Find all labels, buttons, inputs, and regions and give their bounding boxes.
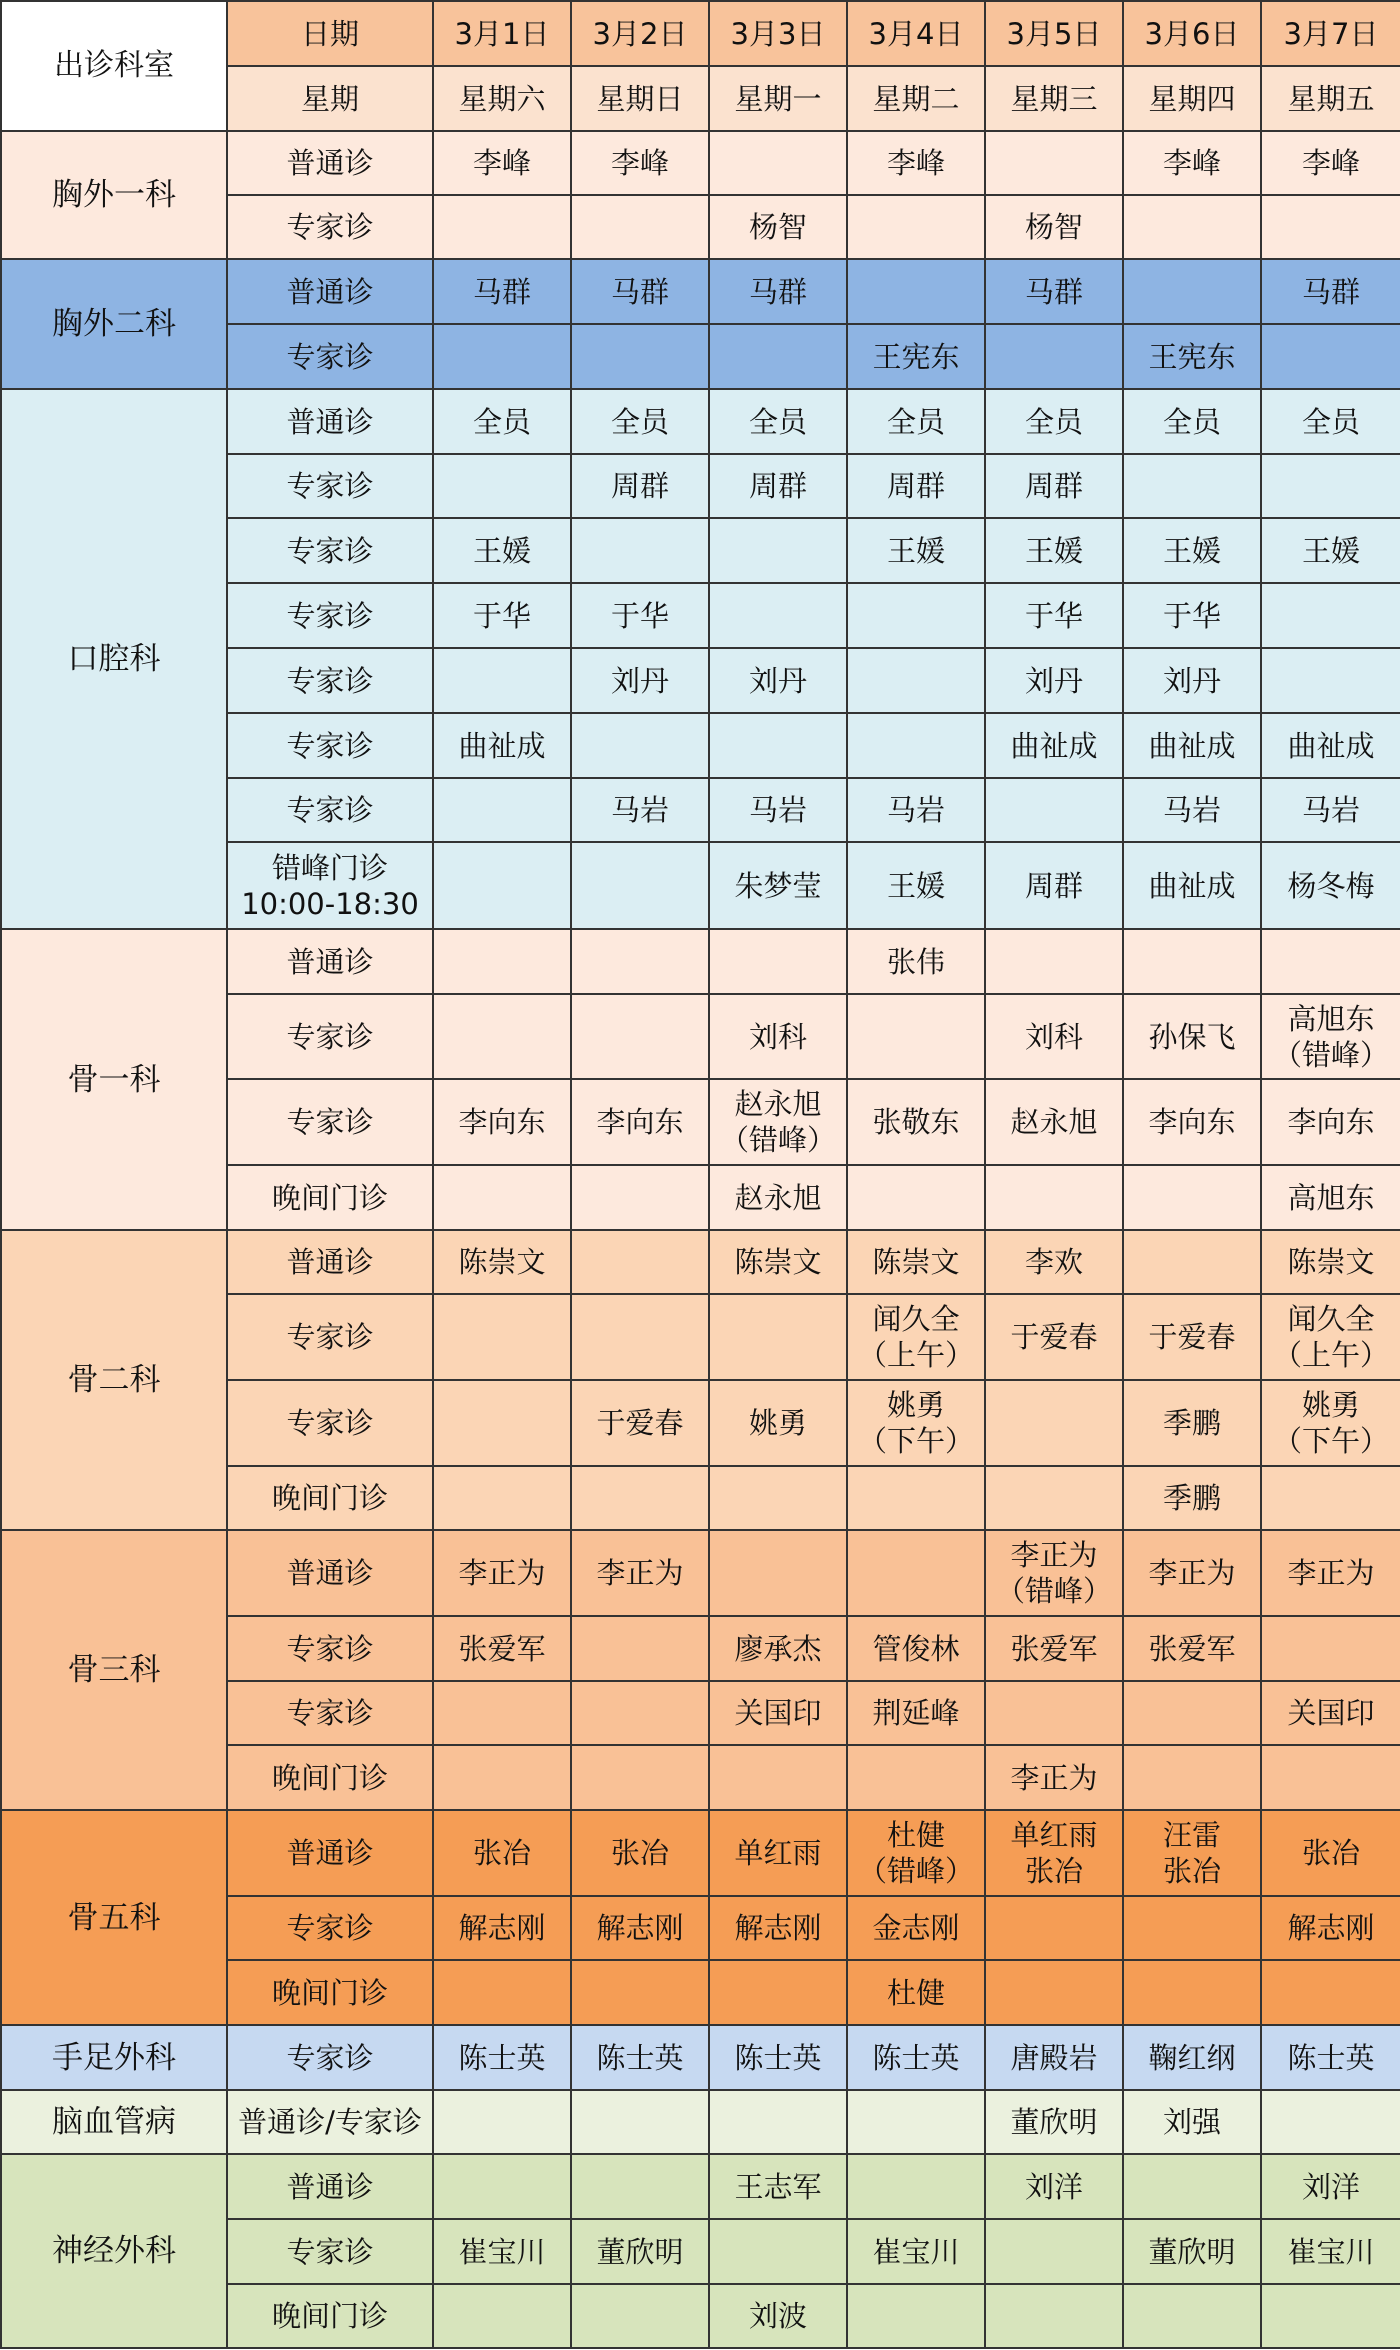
- doctor-cell: [1123, 2154, 1261, 2219]
- doctor-cell: [1123, 2284, 1261, 2348]
- doctor-cell: [847, 648, 985, 713]
- clinic-type: 普通诊: [227, 259, 433, 324]
- doctor-cell: 张爱军: [433, 1616, 571, 1681]
- weekday-header: 星期二: [847, 66, 985, 131]
- doctor-cell: [571, 929, 709, 994]
- doctor-cell: [1261, 1745, 1400, 1810]
- doctor-cell: 曲祉成: [1123, 713, 1261, 778]
- schedule-body: [1, 1, 1400, 2348]
- department-name: 神经外科: [1, 2154, 227, 2348]
- doctor-cell: [847, 583, 985, 648]
- weekday-header: 星期五: [1261, 66, 1400, 131]
- doctor-cell: 于爱春: [571, 1380, 709, 1466]
- clinic-type: 专家诊: [227, 1896, 433, 1960]
- doctor-cell: 曲祉成: [985, 713, 1123, 778]
- doctor-cell: 曲祉成: [1261, 713, 1400, 778]
- department-name: 胸外一科: [1, 131, 227, 259]
- doctor-cell: 陈崇文: [709, 1230, 847, 1294]
- doctor-cell: 张伟: [847, 929, 985, 994]
- clinic-type: 专家诊: [227, 2219, 433, 2284]
- doctor-cell: 刘丹: [1123, 648, 1261, 713]
- doctor-cell: 张爱军: [1123, 1616, 1261, 1681]
- doctor-cell: 周群: [847, 454, 985, 518]
- doctor-cell: [709, 518, 847, 583]
- doctor-cell: [1261, 1616, 1400, 1681]
- doctor-cell: 李正为: [1123, 1530, 1261, 1616]
- doctor-cell: 刘强: [1123, 2090, 1261, 2154]
- doctor-cell: 陈士英: [709, 2025, 847, 2090]
- doctor-cell: [571, 713, 709, 778]
- doctor-cell: [847, 2154, 985, 2219]
- weekday-header: 星期一: [709, 66, 847, 131]
- doctor-cell: [433, 994, 571, 1079]
- doctor-cell: 李向东: [1261, 1079, 1400, 1165]
- department-name: 手足外科: [1, 2025, 227, 2090]
- doctor-cell: 孙保飞: [1123, 994, 1261, 1079]
- doctor-cell: 周群: [985, 454, 1123, 518]
- clinic-type: 专家诊: [227, 195, 433, 259]
- doctor-cell: 荆延峰: [847, 1681, 985, 1745]
- doctor-cell: 单红雨: [709, 1810, 847, 1896]
- doctor-cell: [847, 259, 985, 324]
- doctor-cell: 汪雷 张冶: [1123, 1810, 1261, 1896]
- doctor-cell: [433, 1745, 571, 1810]
- doctor-cell: 陈崇文: [433, 1230, 571, 1294]
- doctor-cell: 李欢: [985, 1230, 1123, 1294]
- header-date-row: [1, 1, 1400, 66]
- clinic-type: 专家诊: [227, 583, 433, 648]
- doctor-cell: [433, 324, 571, 389]
- date-header: 3月4日: [847, 1, 985, 66]
- doctor-cell: 董欣明: [571, 2219, 709, 2284]
- doctor-cell: 解志刚: [433, 1896, 571, 1960]
- clinic-type: 普通诊: [227, 2154, 433, 2219]
- doctor-cell: [1261, 454, 1400, 518]
- doctor-cell: 崔宝川: [433, 2219, 571, 2284]
- department-name: 口腔科: [1, 389, 227, 929]
- date-header: 3月6日: [1123, 1, 1261, 66]
- doctor-cell: [571, 1466, 709, 1530]
- doctor-cell: [433, 1681, 571, 1745]
- doctor-cell: 李向东: [1123, 1079, 1261, 1165]
- schedule-row: [1, 2154, 1400, 2219]
- doctor-cell: 刘科: [709, 994, 847, 1079]
- doctor-cell: [1123, 259, 1261, 324]
- doctor-cell: [709, 713, 847, 778]
- doctor-cell: [985, 324, 1123, 389]
- doctor-cell: 廖承杰: [709, 1616, 847, 1681]
- clinic-type: 专家诊: [227, 1380, 433, 1466]
- doctor-cell: [985, 131, 1123, 195]
- clinic-type: 专家诊: [227, 1294, 433, 1380]
- doctor-cell: 马岩: [571, 778, 709, 842]
- doctor-cell: [1123, 195, 1261, 259]
- doctor-cell: 董欣明: [985, 2090, 1123, 2154]
- department-name: 脑血管病: [1, 2090, 227, 2154]
- department-name: 骨二科: [1, 1230, 227, 1530]
- doctor-cell: 刘科: [985, 994, 1123, 1079]
- doctor-cell: 全员: [433, 389, 571, 454]
- date-label: 日期: [227, 1, 433, 66]
- doctor-cell: [985, 1681, 1123, 1745]
- doctor-cell: 于爱春: [1123, 1294, 1261, 1380]
- doctor-cell: 曲祉成: [433, 713, 571, 778]
- weekday-label: 星期: [227, 66, 433, 131]
- doctor-cell: 杜健 （错峰）: [847, 1810, 985, 1896]
- department-name: 骨五科: [1, 1810, 227, 2025]
- doctor-cell: 唐殿岩: [985, 2025, 1123, 2090]
- doctor-cell: 王宪东: [847, 324, 985, 389]
- doctor-cell: [985, 2284, 1123, 2348]
- doctor-cell: 全员: [709, 389, 847, 454]
- doctor-cell: 季鹏: [1123, 1380, 1261, 1466]
- doctor-cell: 高旭东: [1261, 1165, 1400, 1230]
- doctor-cell: 于华: [1123, 583, 1261, 648]
- doctor-cell: 金志刚: [847, 1896, 985, 1960]
- doctor-cell: [433, 454, 571, 518]
- doctor-cell: [847, 713, 985, 778]
- weekday-header: 星期日: [571, 66, 709, 131]
- doctor-cell: [847, 1165, 985, 1230]
- clinic-type: 晚间门诊: [227, 2284, 433, 2348]
- doctor-cell: 闻久全 （上午）: [847, 1294, 985, 1380]
- doctor-cell: 刘丹: [709, 648, 847, 713]
- clinic-type: 专家诊: [227, 1616, 433, 1681]
- doctor-cell: 李向东: [433, 1079, 571, 1165]
- doctor-cell: 马群: [709, 259, 847, 324]
- doctor-cell: [433, 2154, 571, 2219]
- doctor-cell: [571, 518, 709, 583]
- doctor-cell: 朱梦莹: [709, 842, 847, 929]
- department-name: 骨三科: [1, 1530, 227, 1810]
- doctor-cell: [1123, 1960, 1261, 2025]
- doctor-cell: 王媛: [847, 518, 985, 583]
- doctor-cell: 李峰: [571, 131, 709, 195]
- doctor-cell: 张冶: [433, 1810, 571, 1896]
- doctor-cell: 李正为: [985, 1745, 1123, 1810]
- doctor-cell: [985, 1896, 1123, 1960]
- doctor-cell: 刘丹: [985, 648, 1123, 713]
- schedule-row: [1, 389, 1400, 454]
- date-header: 3月7日: [1261, 1, 1400, 66]
- doctor-cell: [571, 1681, 709, 1745]
- doctor-cell: 王志军: [709, 2154, 847, 2219]
- doctor-cell: [433, 778, 571, 842]
- clinic-type: 晚间门诊: [227, 1165, 433, 1230]
- doctor-cell: 马岩: [847, 778, 985, 842]
- department-name: 骨一科: [1, 929, 227, 1230]
- doctor-cell: [1261, 583, 1400, 648]
- doctor-cell: 杨智: [709, 195, 847, 259]
- clinic-type: 错峰门诊 10:00-18:30: [227, 842, 433, 929]
- doctor-cell: 赵永旭: [709, 1165, 847, 1230]
- doctor-cell: 赵永旭: [985, 1079, 1123, 1165]
- doctor-cell: [571, 1230, 709, 1294]
- doctor-cell: 曲祉成: [1123, 842, 1261, 929]
- clinic-type: 普通诊: [227, 131, 433, 195]
- doctor-cell: [1261, 2284, 1400, 2348]
- doctor-cell: 闻久全 （上午）: [1261, 1294, 1400, 1380]
- doctor-cell: [433, 2090, 571, 2154]
- doctor-cell: 陈士英: [847, 2025, 985, 2090]
- doctor-cell: [571, 2154, 709, 2219]
- doctor-cell: [709, 929, 847, 994]
- doctor-cell: [1261, 648, 1400, 713]
- doctor-cell: [709, 1466, 847, 1530]
- doctor-cell: 解志刚: [709, 1896, 847, 1960]
- doctor-cell: 姚勇 （下午）: [1261, 1380, 1400, 1466]
- doctor-cell: 周群: [709, 454, 847, 518]
- doctor-cell: 马群: [433, 259, 571, 324]
- clinic-type: 普通诊/专家诊: [227, 2090, 433, 2154]
- doctor-cell: 姚勇 （下午）: [847, 1380, 985, 1466]
- doctor-cell: 刘洋: [1261, 2154, 1400, 2219]
- doctor-cell: 季鹏: [1123, 1466, 1261, 1530]
- schedule-row: [1, 1810, 1400, 1896]
- doctor-cell: 杨冬梅: [1261, 842, 1400, 929]
- doctor-cell: [433, 1466, 571, 1530]
- doctor-cell: [985, 1165, 1123, 1230]
- doctor-cell: [1123, 1896, 1261, 1960]
- doctor-cell: [847, 1466, 985, 1530]
- schedule-row: [1, 259, 1400, 324]
- doctor-cell: [985, 1380, 1123, 1466]
- doctor-cell: 张爱军: [985, 1616, 1123, 1681]
- doctor-cell: [433, 842, 571, 929]
- clinic-type: 晚间门诊: [227, 1745, 433, 1810]
- weekday-header: 星期六: [433, 66, 571, 131]
- doctor-cell: 李正为: [433, 1530, 571, 1616]
- doctor-cell: 关国印: [1261, 1681, 1400, 1745]
- doctor-cell: [709, 1960, 847, 2025]
- department-name: 胸外二科: [1, 259, 227, 389]
- doctor-cell: [847, 1530, 985, 1616]
- date-header: 3月3日: [709, 1, 847, 66]
- doctor-cell: [1261, 2090, 1400, 2154]
- clinic-type: 专家诊: [227, 1079, 433, 1165]
- doctor-cell: [1123, 1230, 1261, 1294]
- doctor-cell: [709, 1530, 847, 1616]
- doctor-cell: 崔宝川: [1261, 2219, 1400, 2284]
- clinic-type: 普通诊: [227, 1530, 433, 1616]
- doctor-cell: 张冶: [571, 1810, 709, 1896]
- doctor-cell: [433, 1294, 571, 1380]
- doctor-cell: 张敬东: [847, 1079, 985, 1165]
- doctor-cell: 李向东: [571, 1079, 709, 1165]
- clinic-type: 专家诊: [227, 518, 433, 583]
- doctor-cell: [433, 1165, 571, 1230]
- doctor-cell: [433, 929, 571, 994]
- doctor-cell: 王媛: [433, 518, 571, 583]
- doctor-cell: [847, 2284, 985, 2348]
- clinic-type: 专家诊: [227, 648, 433, 713]
- clinic-type: 普通诊: [227, 1810, 433, 1896]
- doctor-cell: 王媛: [1123, 518, 1261, 583]
- doctor-cell: [1123, 454, 1261, 518]
- doctor-cell: [985, 2219, 1123, 2284]
- date-header: 3月1日: [433, 1, 571, 66]
- doctor-cell: 王宪东: [1123, 324, 1261, 389]
- doctor-cell: [433, 1380, 571, 1466]
- doctor-cell: 全员: [1261, 389, 1400, 454]
- doctor-cell: 王媛: [985, 518, 1123, 583]
- schedule-row: [1, 2025, 1400, 2090]
- doctor-cell: 马岩: [1261, 778, 1400, 842]
- doctor-cell: [1261, 324, 1400, 389]
- doctor-cell: 陈士英: [1261, 2025, 1400, 2090]
- clinic-type: 普通诊: [227, 1230, 433, 1294]
- doctor-cell: 李峰: [1123, 131, 1261, 195]
- doctor-cell: [985, 1960, 1123, 2025]
- clinic-type: 专家诊: [227, 994, 433, 1079]
- doctor-cell: [1261, 195, 1400, 259]
- doctor-cell: [985, 929, 1123, 994]
- doctor-cell: 周群: [571, 454, 709, 518]
- doctor-cell: 马群: [985, 259, 1123, 324]
- doctor-cell: [433, 1960, 571, 2025]
- doctor-cell: [709, 583, 847, 648]
- date-header: 3月2日: [571, 1, 709, 66]
- clinic-type: 晚间门诊: [227, 1960, 433, 2025]
- weekday-header: 星期三: [985, 66, 1123, 131]
- doctor-cell: [433, 648, 571, 713]
- doctor-cell: [571, 842, 709, 929]
- doctor-cell: [847, 195, 985, 259]
- doctor-cell: [1123, 1681, 1261, 1745]
- doctor-cell: [1123, 929, 1261, 994]
- doctor-cell: 王媛: [1261, 518, 1400, 583]
- doctor-cell: [709, 324, 847, 389]
- doctor-cell: 刘波: [709, 2284, 847, 2348]
- doctor-cell: [571, 2090, 709, 2154]
- doctor-cell: 马岩: [1123, 778, 1261, 842]
- doctor-cell: [847, 1745, 985, 1810]
- schedule-row: [1, 2090, 1400, 2154]
- doctor-cell: [709, 2219, 847, 2284]
- doctor-cell: [433, 2284, 571, 2348]
- doctor-cell: [571, 1960, 709, 2025]
- clinic-type: 专家诊: [227, 713, 433, 778]
- doctor-cell: [1123, 1745, 1261, 1810]
- doctor-cell: 解志刚: [1261, 1896, 1400, 1960]
- doctor-cell: [1261, 1466, 1400, 1530]
- doctor-cell: [1261, 929, 1400, 994]
- doctor-cell: [571, 1165, 709, 1230]
- doctor-cell: 李正为 （错峰）: [985, 1530, 1123, 1616]
- doctor-cell: 张冶: [1261, 1810, 1400, 1896]
- doctor-cell: 姚勇: [709, 1380, 847, 1466]
- doctor-cell: 马群: [571, 259, 709, 324]
- schedule-row: [1, 131, 1400, 195]
- doctor-cell: 全员: [1123, 389, 1261, 454]
- doctor-cell: 高旭东 （错峰）: [1261, 994, 1400, 1079]
- doctor-cell: [571, 195, 709, 259]
- doctor-cell: [847, 994, 985, 1079]
- doctor-cell: 崔宝川: [847, 2219, 985, 2284]
- doctor-cell: 于华: [433, 583, 571, 648]
- doctor-cell: [985, 778, 1123, 842]
- doctor-cell: [709, 1745, 847, 1810]
- doctor-cell: 杨智: [985, 195, 1123, 259]
- doctor-cell: 于华: [571, 583, 709, 648]
- doctor-cell: [1261, 1960, 1400, 2025]
- clinic-type: 晚间门诊: [227, 1466, 433, 1530]
- doctor-cell: [433, 195, 571, 259]
- corner-label: 出诊科室: [1, 1, 227, 131]
- doctor-cell: 李峰: [847, 131, 985, 195]
- doctor-cell: [985, 1466, 1123, 1530]
- doctor-cell: 单红雨 张冶: [985, 1810, 1123, 1896]
- doctor-cell: 杜健: [847, 1960, 985, 2025]
- doctor-cell: [709, 131, 847, 195]
- doctor-cell: [709, 1294, 847, 1380]
- doctor-cell: 陈崇文: [847, 1230, 985, 1294]
- doctor-cell: 陈士英: [433, 2025, 571, 2090]
- doctor-cell: 刘洋: [985, 2154, 1123, 2219]
- doctor-cell: 马群: [1261, 259, 1400, 324]
- doctor-cell: 于爱春: [985, 1294, 1123, 1380]
- clinic-type: 专家诊: [227, 2025, 433, 2090]
- doctor-cell: 董欣明: [1123, 2219, 1261, 2284]
- doctor-cell: 全员: [847, 389, 985, 454]
- doctor-cell: [1123, 1165, 1261, 1230]
- doctor-cell: 管俊林: [847, 1616, 985, 1681]
- doctor-cell: 关国印: [709, 1681, 847, 1745]
- doctor-cell: 陈士英: [571, 2025, 709, 2090]
- doctor-cell: [571, 1616, 709, 1681]
- doctor-cell: [571, 1294, 709, 1380]
- doctor-cell: 李峰: [1261, 131, 1400, 195]
- doctor-cell: [709, 2090, 847, 2154]
- clinic-type: 专家诊: [227, 778, 433, 842]
- clinic-type: 专家诊: [227, 324, 433, 389]
- doctor-cell: [571, 2284, 709, 2348]
- doctor-cell: 周群: [985, 842, 1123, 929]
- clinic-type: 专家诊: [227, 454, 433, 518]
- doctor-cell: 于华: [985, 583, 1123, 648]
- clinic-type: 专家诊: [227, 1681, 433, 1745]
- clinic-type: 普通诊: [227, 929, 433, 994]
- doctor-cell: 李正为: [571, 1530, 709, 1616]
- schedule-row: [1, 1530, 1400, 1616]
- doctor-cell: 解志刚: [571, 1896, 709, 1960]
- doctor-cell: [571, 994, 709, 1079]
- weekday-header: 星期四: [1123, 66, 1261, 131]
- doctor-cell: [571, 1745, 709, 1810]
- schedule-row: [1, 1230, 1400, 1294]
- doctor-cell: 王媛: [847, 842, 985, 929]
- date-header: 3月5日: [985, 1, 1123, 66]
- doctor-cell: 马岩: [709, 778, 847, 842]
- doctor-cell: 李正为: [1261, 1530, 1400, 1616]
- doctor-cell: 刘丹: [571, 648, 709, 713]
- doctor-cell: 鞠红纲: [1123, 2025, 1261, 2090]
- schedule-row: [1, 929, 1400, 994]
- doctor-cell: [847, 2090, 985, 2154]
- clinic-type: 普通诊: [227, 389, 433, 454]
- doctor-cell: 李峰: [433, 131, 571, 195]
- doctor-cell: 全员: [571, 389, 709, 454]
- doctor-cell: [571, 324, 709, 389]
- doctor-cell: 陈崇文: [1261, 1230, 1400, 1294]
- doctor-cell: 赵永旭 （错峰）: [709, 1079, 847, 1165]
- doctor-cell: 全员: [985, 389, 1123, 454]
